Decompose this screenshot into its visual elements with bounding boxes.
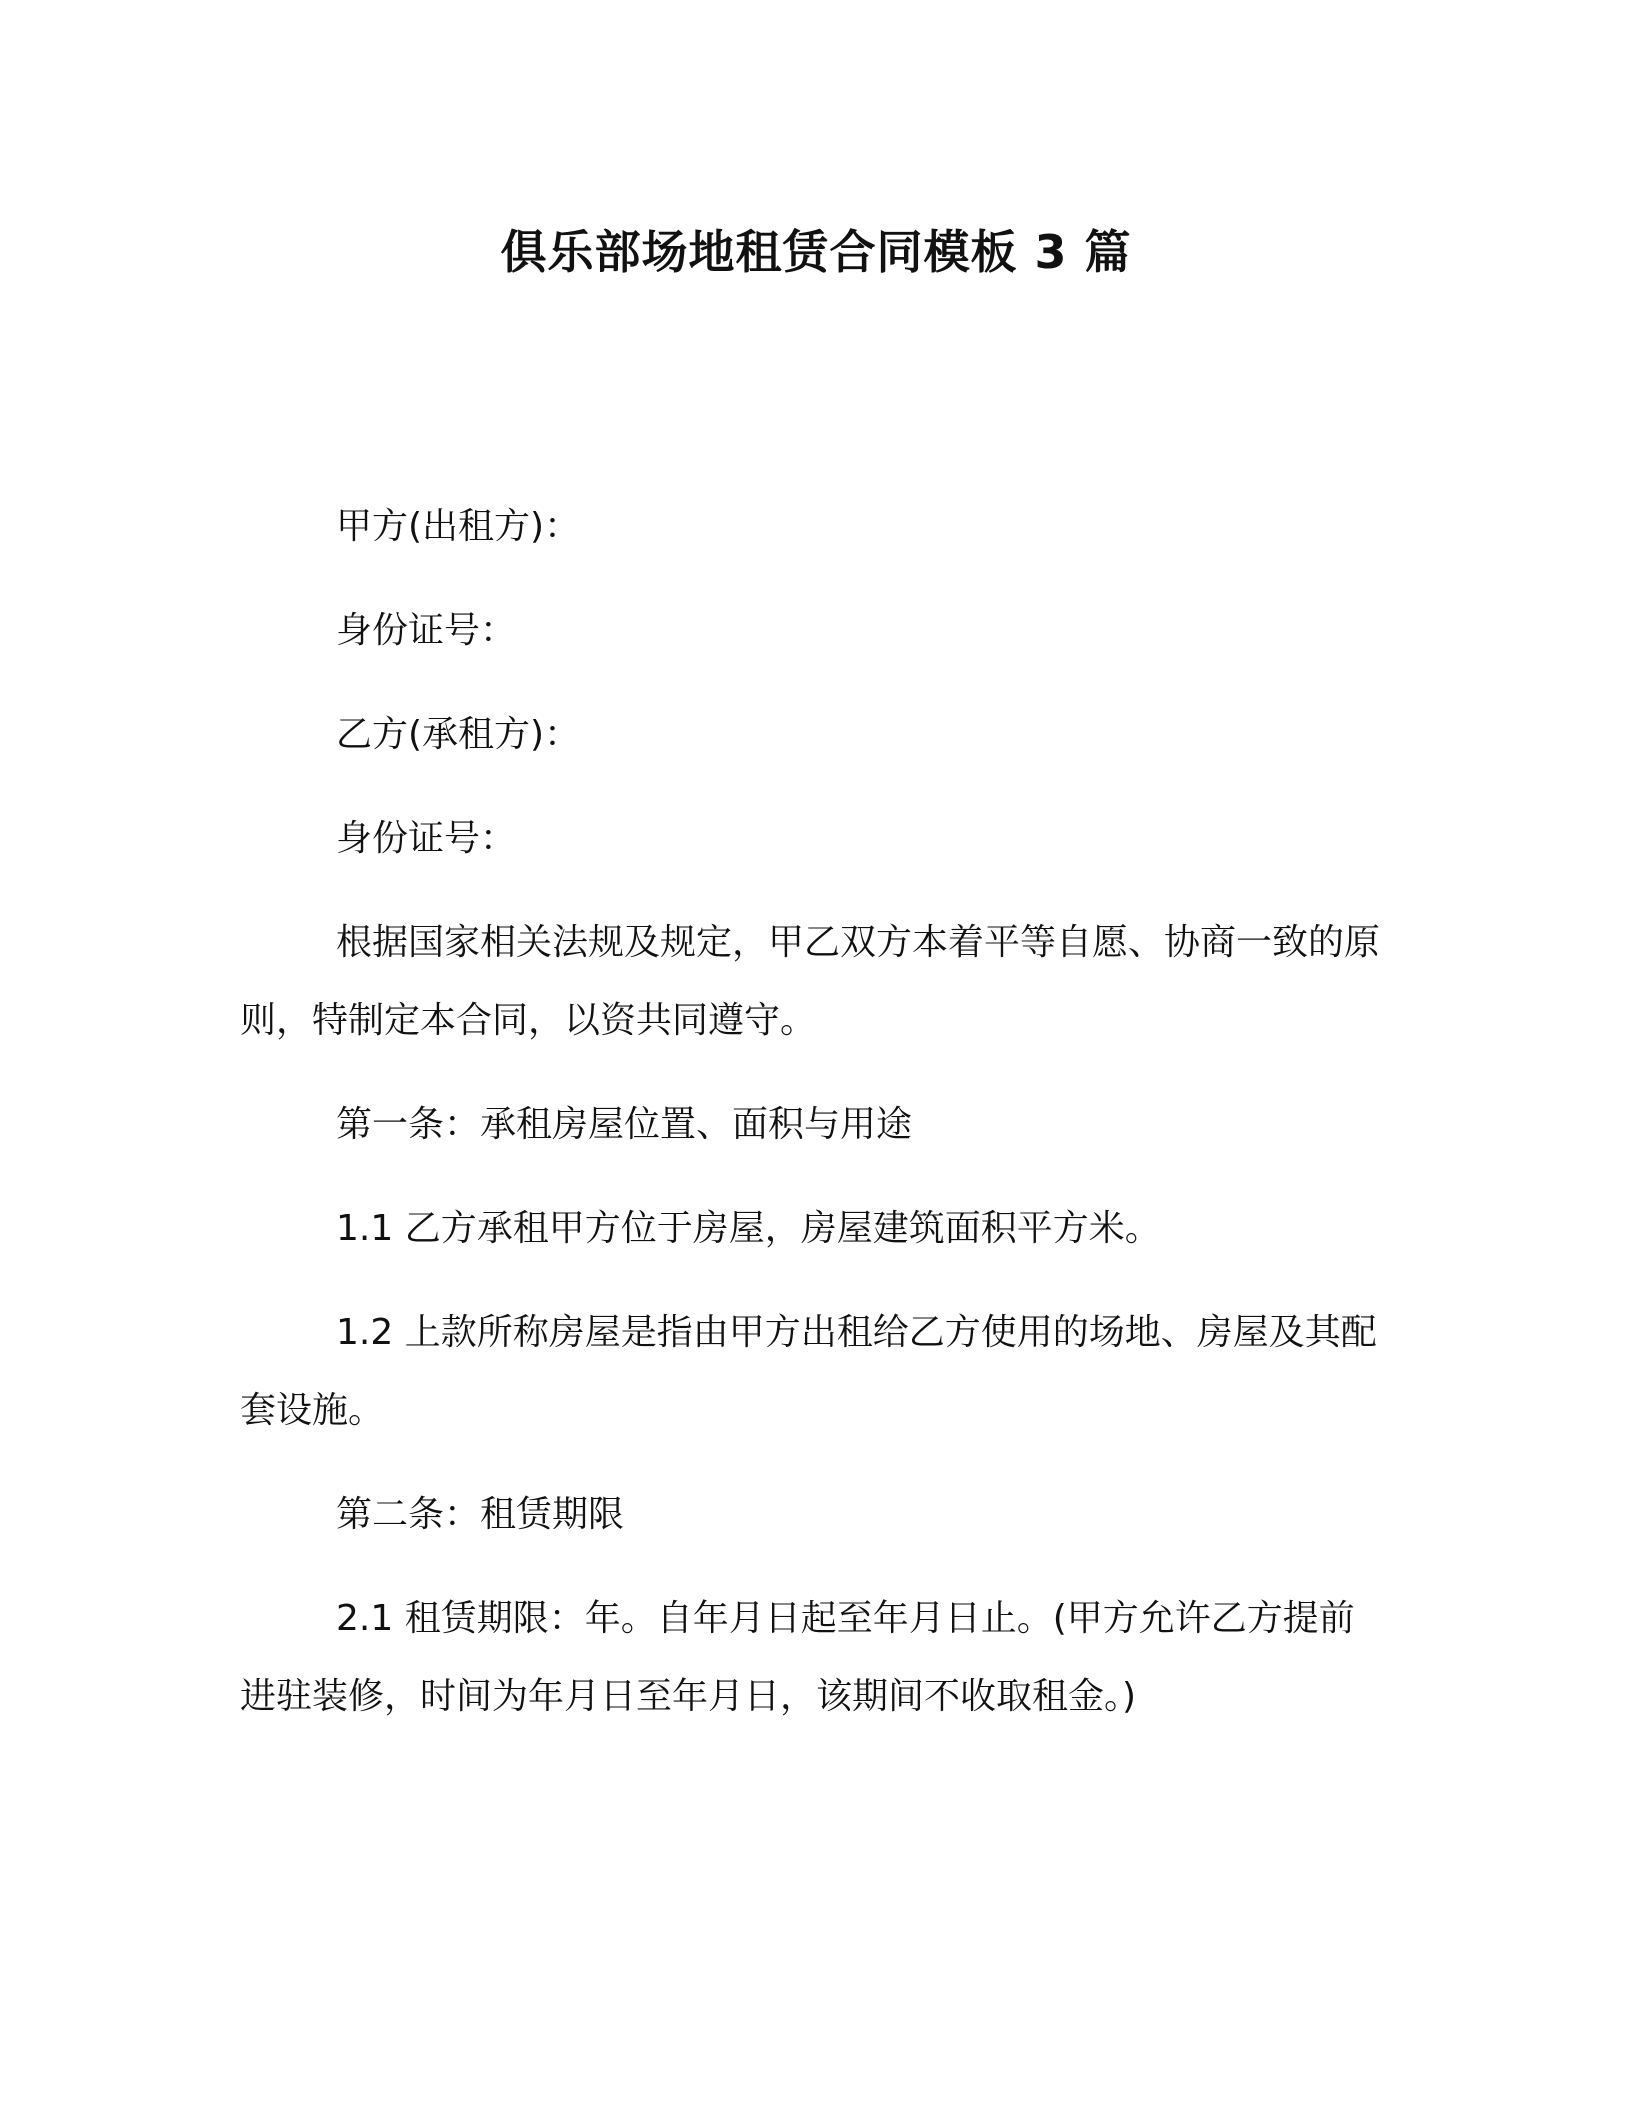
clause-1-2: 1.2 上款所称房屋是指由甲方出租给乙方使用的场地、房屋及其配套设施。 [240, 1312, 1377, 1431]
paragraph-preamble: 根据国家相关法规及规定，甲乙双方本着平等自愿、协商一致的原则，特制定本合同，以资共同遵守。 [240, 922, 1381, 1041]
paragraph-party-b: 乙方(承租方)： [336, 714, 581, 755]
paragraph-party-a-id: 身份证号： [336, 610, 517, 651]
clause-1-1: 1.1 乙方承租甲方位于房屋，房屋建筑面积平方米。 [336, 1208, 1161, 1249]
paragraph-party-a: 甲方(出租方)： [336, 506, 581, 547]
article-2-heading: 第二条：租赁期限 [336, 1494, 625, 1535]
paragraph-party-b-id: 身份证号： [336, 818, 517, 859]
clause-2-1: 2.1 租赁期限：年。自年月日起至年月日止。(甲方允许乙方提前进驻装修，时间为年月日至年月日，该期间不收取租金。) [240, 1598, 1355, 1717]
document-body [240, 488, 1390, 1762]
document-title: 俱乐部场地租赁合同模板 3 篇 [500, 225, 1132, 279]
article-1-heading: 第一条：承租房屋位置、面积与用途 [336, 1104, 913, 1145]
